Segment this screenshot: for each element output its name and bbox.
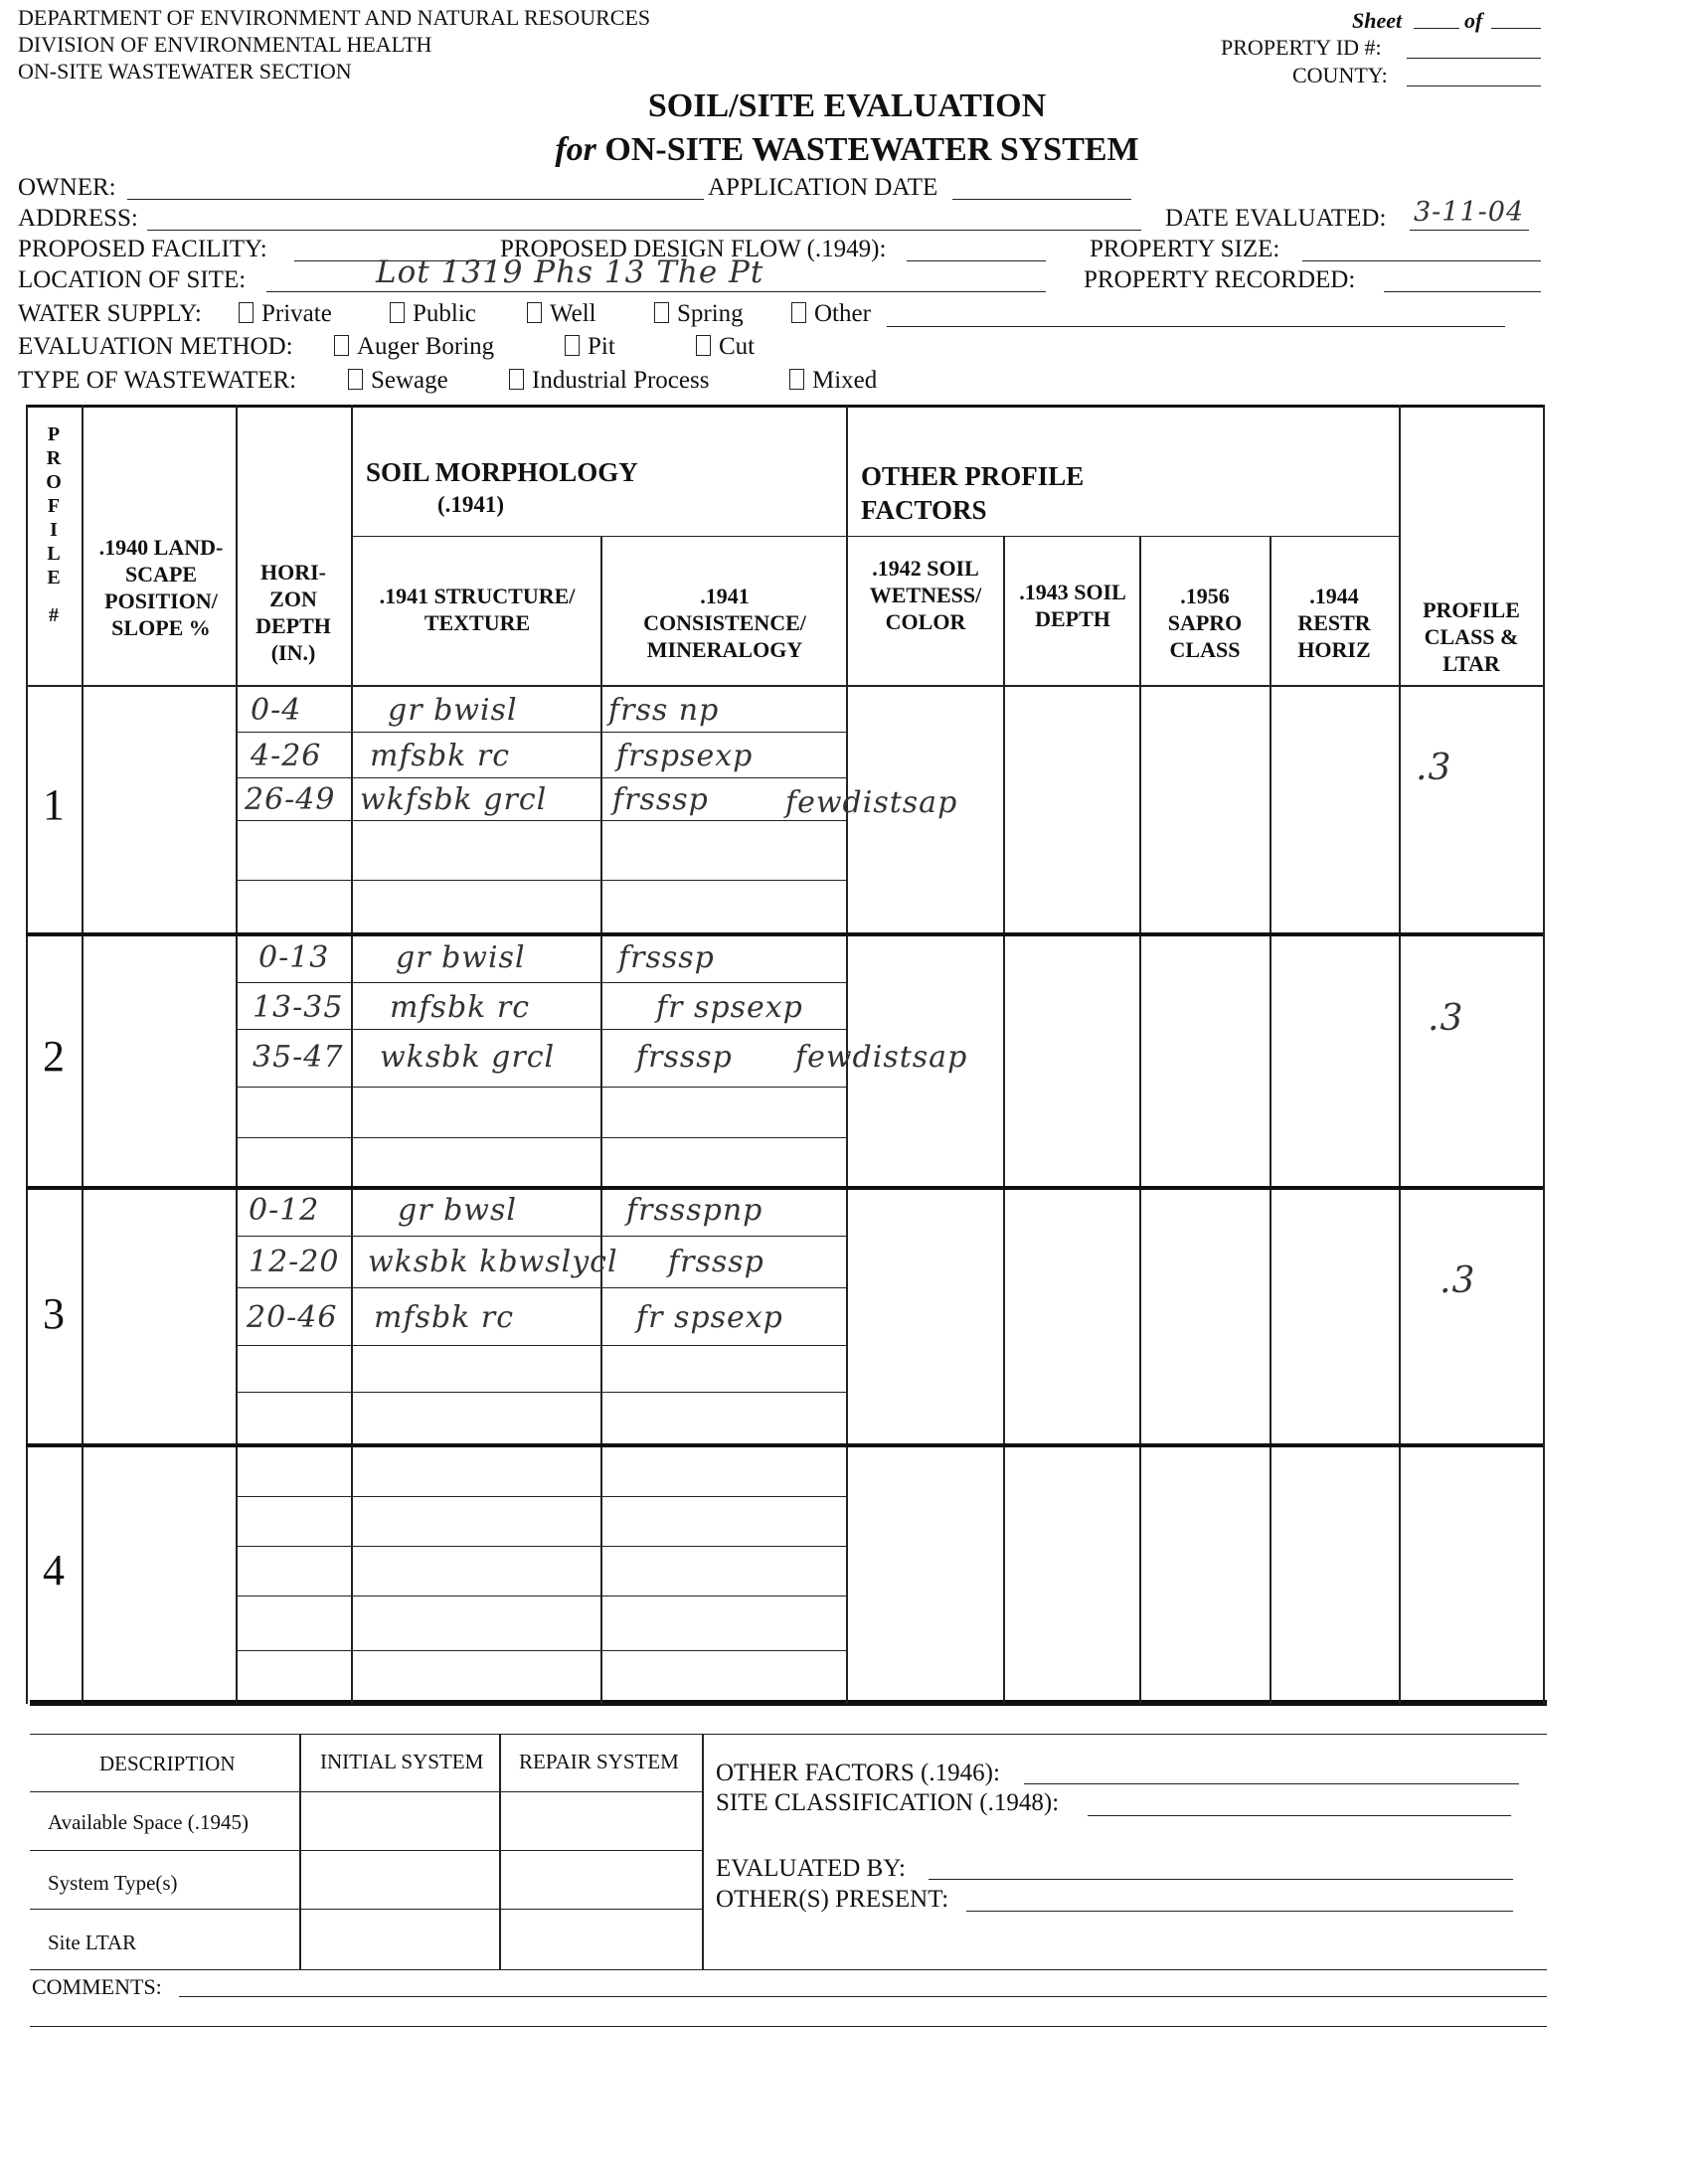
design-flow-label: PROPOSED DESIGN FLOW (.1949): bbox=[500, 236, 887, 262]
p2-r2-structure: mfsbk rc bbox=[390, 990, 531, 1025]
location-value: Lot 1319 Phs 13 The Pt bbox=[376, 254, 764, 290]
p2-r1-structure: gr bwisl bbox=[396, 940, 526, 975]
p1-r2-structure: mfsbk rc bbox=[370, 739, 511, 773]
comments-label: COMMENTS: bbox=[32, 1974, 162, 1999]
form-subtitle-prefix: for bbox=[555, 131, 596, 168]
other-factors-field[interactable] bbox=[1024, 1783, 1519, 1784]
water-supply-other[interactable]: Other bbox=[791, 300, 871, 328]
owner-label: OWNER: bbox=[18, 174, 116, 201]
method-auger-boring[interactable]: Auger Boring bbox=[334, 333, 494, 361]
address-label: ADDRESS: bbox=[18, 205, 138, 232]
comments-field-2[interactable] bbox=[30, 2026, 1547, 2027]
p1-r3-depth: 26-49 bbox=[245, 782, 336, 817]
proposed-facility-label: PROPOSED FACILITY: bbox=[18, 236, 267, 262]
p3-r2-structure: wksbk kbwslycl bbox=[368, 1245, 618, 1279]
water-supply-public[interactable]: Public bbox=[390, 300, 476, 328]
other-checkbox[interactable] bbox=[791, 302, 806, 323]
industrial-checkbox[interactable] bbox=[509, 369, 524, 390]
soil-morphology-header: SOIL MORPHOLOGY bbox=[366, 457, 638, 487]
design-flow-field[interactable] bbox=[907, 260, 1046, 261]
water-supply-private[interactable]: Private bbox=[239, 300, 332, 328]
water-supply-other-field[interactable] bbox=[887, 326, 1505, 327]
agency-line-2: DIVISION OF ENVIRONMENTAL HEALTH bbox=[18, 32, 432, 57]
cut-checkbox[interactable] bbox=[696, 335, 711, 356]
landscape-header: .1940 LAND- SCAPE POSITION/ SLOPE % bbox=[98, 535, 224, 640]
p1-r3-wetness: fewdistsap bbox=[785, 785, 958, 820]
owner-field[interactable] bbox=[127, 199, 704, 200]
system-types-label: System Type(s) bbox=[48, 1871, 178, 1895]
repair-system-col-header: REPAIR SYSTEM bbox=[519, 1750, 679, 1773]
p2-ltar: .3 bbox=[1428, 998, 1464, 1039]
p2-r3-structure: wksbk grcl bbox=[380, 1040, 556, 1075]
mixed-checkbox[interactable] bbox=[789, 369, 804, 390]
agency-line-3: ON-SITE WASTEWATER SECTION bbox=[18, 59, 352, 84]
location-label: LOCATION OF SITE: bbox=[18, 266, 247, 293]
water-supply-well[interactable]: Well bbox=[527, 300, 596, 328]
property-size-field[interactable] bbox=[1302, 260, 1541, 261]
p3-r1-depth: 0-12 bbox=[249, 1193, 320, 1228]
profile-4-number: 4 bbox=[43, 1546, 65, 1595]
other-factors-label: OTHER FACTORS (.1946): bbox=[716, 1760, 1000, 1786]
wastewater-sewage[interactable]: Sewage bbox=[348, 367, 448, 395]
well-checkbox[interactable] bbox=[527, 302, 542, 323]
p2-r2-depth: 13-35 bbox=[253, 990, 344, 1025]
evaluated-by-label: EVALUATED BY: bbox=[716, 1855, 906, 1882]
p3-r1-consistence: frssspnp bbox=[626, 1193, 763, 1228]
application-date-field[interactable] bbox=[952, 199, 1131, 200]
p1-r2-consistence: frspsexp bbox=[616, 739, 754, 773]
property-id-label: PROPERTY ID #: bbox=[1221, 35, 1382, 60]
p3-r3-depth: 20-46 bbox=[247, 1300, 338, 1335]
method-cut[interactable]: Cut bbox=[696, 333, 755, 361]
p2-r1-depth: 0-13 bbox=[258, 940, 330, 975]
others-present-label: OTHER(S) PRESENT: bbox=[716, 1886, 949, 1913]
structure-texture-header: .1941 STRUCTURE/ TEXTURE bbox=[379, 584, 576, 635]
spring-checkbox[interactable] bbox=[654, 302, 669, 323]
p1-ltar: .3 bbox=[1416, 748, 1452, 788]
description-col-header: DESCRIPTION bbox=[99, 1752, 236, 1775]
p3-r3-structure: mfsbk rc bbox=[374, 1300, 515, 1335]
p1-r3-consistence: frsssp bbox=[612, 782, 709, 817]
evaluation-method-label: EVALUATION METHOD: bbox=[18, 333, 293, 360]
public-checkbox[interactable] bbox=[390, 302, 405, 323]
p3-r3-consistence: fr spsexp bbox=[636, 1300, 783, 1335]
soil-morphology-code: (.1941) bbox=[437, 492, 505, 517]
others-present-field[interactable] bbox=[966, 1911, 1513, 1912]
site-ltar-label: Site LTAR bbox=[48, 1931, 137, 1954]
p3-r1-structure: gr bwsl bbox=[398, 1193, 517, 1228]
property-recorded-label: PROPERTY RECORDED: bbox=[1084, 266, 1356, 293]
address-field[interactable] bbox=[147, 230, 1141, 231]
p2-r3-wetness: fewdistsap bbox=[795, 1040, 968, 1075]
wastewater-type-label: TYPE OF WASTEWATER: bbox=[18, 367, 297, 394]
property-size-label: PROPERTY SIZE: bbox=[1090, 236, 1280, 262]
county-label: COUNTY: bbox=[1292, 63, 1388, 87]
sewage-checkbox[interactable] bbox=[348, 369, 363, 390]
comments-field[interactable] bbox=[179, 1996, 1547, 1997]
p1-r1-structure: gr bwisl bbox=[388, 693, 518, 728]
form-subtitle-rest: ON-SITE WASTEWATER SYSTEM bbox=[604, 131, 1139, 168]
soil-wetness-header: .1942 SOIL WETNESS/ COLOR bbox=[869, 556, 982, 634]
evaluated-by-field[interactable] bbox=[929, 1879, 1513, 1880]
horizon-depth-header: HORI- ZON DEPTH (IN.) bbox=[255, 560, 331, 665]
p2-r2-consistence: fr spsexp bbox=[656, 990, 803, 1025]
p3-ltar: .3 bbox=[1440, 1260, 1476, 1301]
site-classification-field[interactable] bbox=[1088, 1815, 1511, 1816]
profile-2-number: 2 bbox=[43, 1032, 65, 1081]
application-date-label: APPLICATION DATE bbox=[708, 174, 938, 201]
p3-r2-depth: 12-20 bbox=[249, 1245, 340, 1279]
p1-r3-structure: wkfsbk grcl bbox=[360, 782, 548, 817]
p1-r2-depth: 4-26 bbox=[251, 739, 322, 773]
sapro-class-header: .1956 SAPRO CLASS bbox=[1167, 584, 1243, 662]
form-subtitle bbox=[0, 131, 1694, 169]
profile-3-number: 3 bbox=[43, 1289, 65, 1338]
p2-r3-depth: 35-47 bbox=[253, 1040, 344, 1075]
water-supply-label: WATER SUPPLY: bbox=[18, 300, 202, 327]
pit-checkbox[interactable] bbox=[565, 335, 580, 356]
p3-r2-consistence: frsssp bbox=[668, 1245, 764, 1279]
p2-r1-consistence: frsssp bbox=[618, 940, 715, 975]
agency-line-1: DEPARTMENT OF ENVIRONMENT AND NATURAL RESOURCES bbox=[18, 5, 651, 30]
wastewater-mixed[interactable]: Mixed bbox=[789, 367, 877, 395]
property-recorded-field[interactable] bbox=[1384, 291, 1541, 292]
water-supply-spring[interactable]: Spring bbox=[654, 300, 744, 328]
profile-class-ltar-header: PROFILE CLASS & LTAR bbox=[1423, 597, 1520, 676]
p1-r1-consistence: frss np bbox=[608, 693, 720, 728]
date-evaluated-field[interactable] bbox=[1410, 230, 1529, 231]
form-title: SOIL/SITE EVALUATION bbox=[647, 87, 1047, 124]
p2-r3-consistence: frsssp bbox=[636, 1040, 733, 1075]
private-checkbox[interactable] bbox=[239, 302, 254, 323]
sheet-of-label: of bbox=[1464, 8, 1483, 33]
location-field[interactable] bbox=[266, 291, 1046, 292]
auger-checkbox[interactable] bbox=[334, 335, 349, 356]
consistence-mineralogy-header: .1941 CONSISTENCE/ MINERALOGY bbox=[643, 584, 806, 662]
site-classification-label: SITE CLASSIFICATION (.1948): bbox=[716, 1789, 1060, 1816]
sheet-label: Sheet bbox=[1352, 8, 1403, 33]
restr-horiz-header: .1944 RESTR HORIZ bbox=[1297, 584, 1371, 662]
initial-system-col-header: INITIAL SYSTEM bbox=[320, 1750, 484, 1773]
profile-1-number: 1 bbox=[43, 780, 65, 829]
date-evaluated-value: 3-11-04 bbox=[1414, 197, 1525, 228]
other-profile-factors-header: OTHER PROFILE FACTORS bbox=[861, 461, 1085, 525]
method-pit[interactable]: Pit bbox=[565, 333, 615, 361]
p1-r1-depth: 0-4 bbox=[251, 693, 302, 728]
date-evaluated-label: DATE EVALUATED: bbox=[1165, 205, 1387, 232]
available-space-label: Available Space (.1945) bbox=[48, 1810, 249, 1834]
wastewater-industrial[interactable]: Industrial Process bbox=[509, 367, 709, 395]
profile-number-header: P R O F I L E # bbox=[46, 423, 62, 626]
soil-depth-header: .1943 SOIL DEPTH bbox=[1019, 580, 1126, 631]
